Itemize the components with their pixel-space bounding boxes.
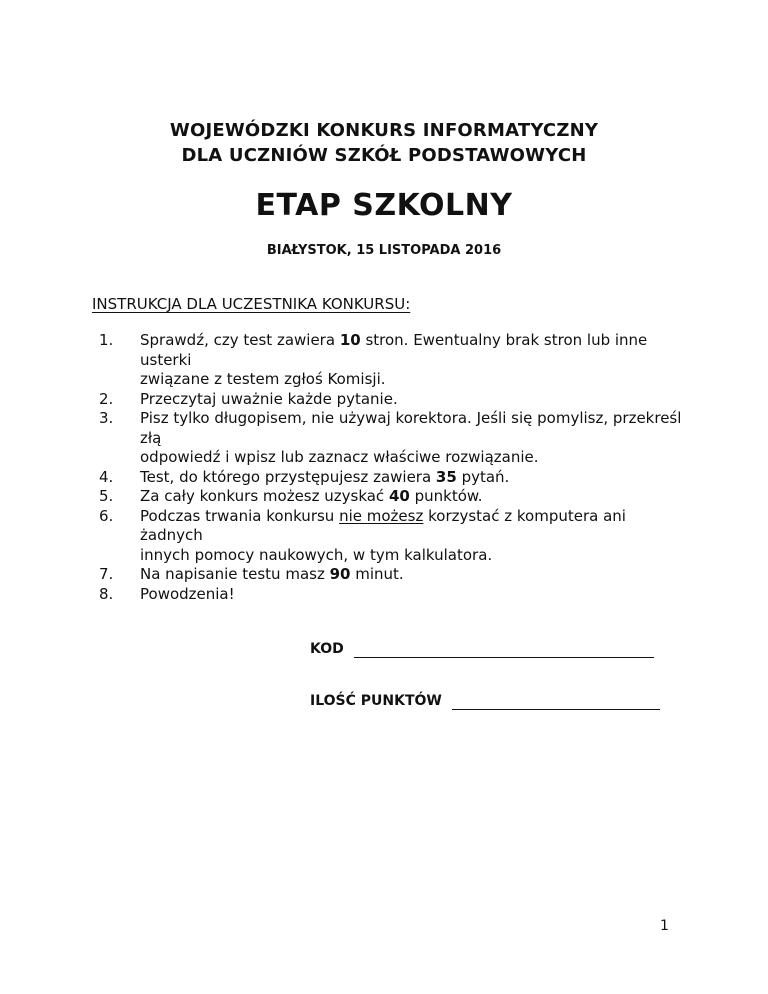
instruction-text: Na napisanie testu masz — [140, 565, 330, 583]
competition-title-line-1: WOJEWÓDZKI KONKURS INFORMATYCZNY — [169, 120, 599, 141]
document-header — [0, 118, 768, 260]
instruction-number: 8. — [99, 584, 114, 603]
instruction-item — [92, 468, 692, 488]
instruction-emphasis: 35 — [435, 467, 457, 486]
instruction-item — [92, 565, 692, 585]
instruction-number: 1. — [99, 331, 114, 349]
location-date: BIAŁYSTOK, 15 LISTOPADA 2016 — [266, 243, 502, 258]
instruction-text: związane z testem zgłoś Komisji. — [140, 370, 386, 388]
instruction-number: 6. — [99, 506, 114, 525]
instruction-number: 3. — [99, 409, 114, 427]
instruction-text: stron. Ewentualny brak stron lub inne usterki — [140, 331, 648, 369]
competition-title-line-2: DLA UCZNIÓW SZKÓŁ PODSTAWOWYCH — [181, 145, 587, 166]
instructions-list — [92, 331, 692, 604]
instruction-item — [92, 409, 692, 468]
instruction-item — [92, 487, 692, 507]
points-blank-line[interactable] — [452, 695, 660, 710]
instruction-text: Za cały konkurs możesz uzyskać — [140, 487, 389, 505]
instruction-item — [92, 507, 692, 566]
instruction-text: korzystać z komputera ani żadnych — [140, 506, 626, 544]
instruction-text: Pisz tylko długopisem, nie używaj korektora. Jeśli się pomylisz, przekreśl złą — [140, 409, 682, 447]
instruction-text: punktów. — [409, 487, 483, 505]
code-label: KOD — [310, 641, 344, 657]
instruction-item — [92, 585, 692, 605]
instruction-item — [92, 331, 692, 390]
code-blank-line[interactable] — [354, 643, 654, 658]
stage-title: ETAP SZKOLNY — [255, 188, 513, 223]
instruction-text: innych pomocy naukowych, w tym kalkulatora. — [140, 545, 493, 564]
instruction-text: pytań. — [456, 467, 510, 486]
code-field — [310, 640, 654, 658]
instruction-text: odpowiedź i wpisz lub zaznacz właściwe rozwiązanie. — [140, 448, 539, 466]
instruction-text: Podczas trwania konkursu — [140, 506, 340, 525]
instruction-text: minut. — [350, 565, 404, 583]
instruction-text: Test, do którego przystępujesz zawiera — [140, 467, 436, 486]
instruction-number: 7. — [99, 565, 114, 583]
points-field — [310, 692, 660, 710]
instruction-text: Przeczytaj uważnie każde pytanie. — [140, 389, 398, 408]
instruction-number: 5. — [99, 487, 114, 505]
instruction-number: 4. — [99, 467, 114, 486]
instruction-emphasis: 40 — [388, 487, 410, 505]
instruction-emphasis: 10 — [339, 331, 361, 349]
points-label: ILOŚĆ PUNKTÓW — [310, 693, 442, 709]
instruction-item — [92, 390, 692, 410]
instruction-underlined: nie możesz — [339, 506, 424, 525]
instruction-number: 2. — [99, 389, 114, 408]
instructions-heading: INSTRUKCJA DLA UCZESTNIKA KONKURSU: — [92, 295, 411, 313]
instruction-text: Sprawdź, czy test zawiera — [140, 331, 340, 349]
page-number: 1 — [660, 918, 669, 934]
instruction-emphasis: 90 — [329, 565, 351, 583]
instruction-text: Powodzenia! — [140, 584, 235, 603]
